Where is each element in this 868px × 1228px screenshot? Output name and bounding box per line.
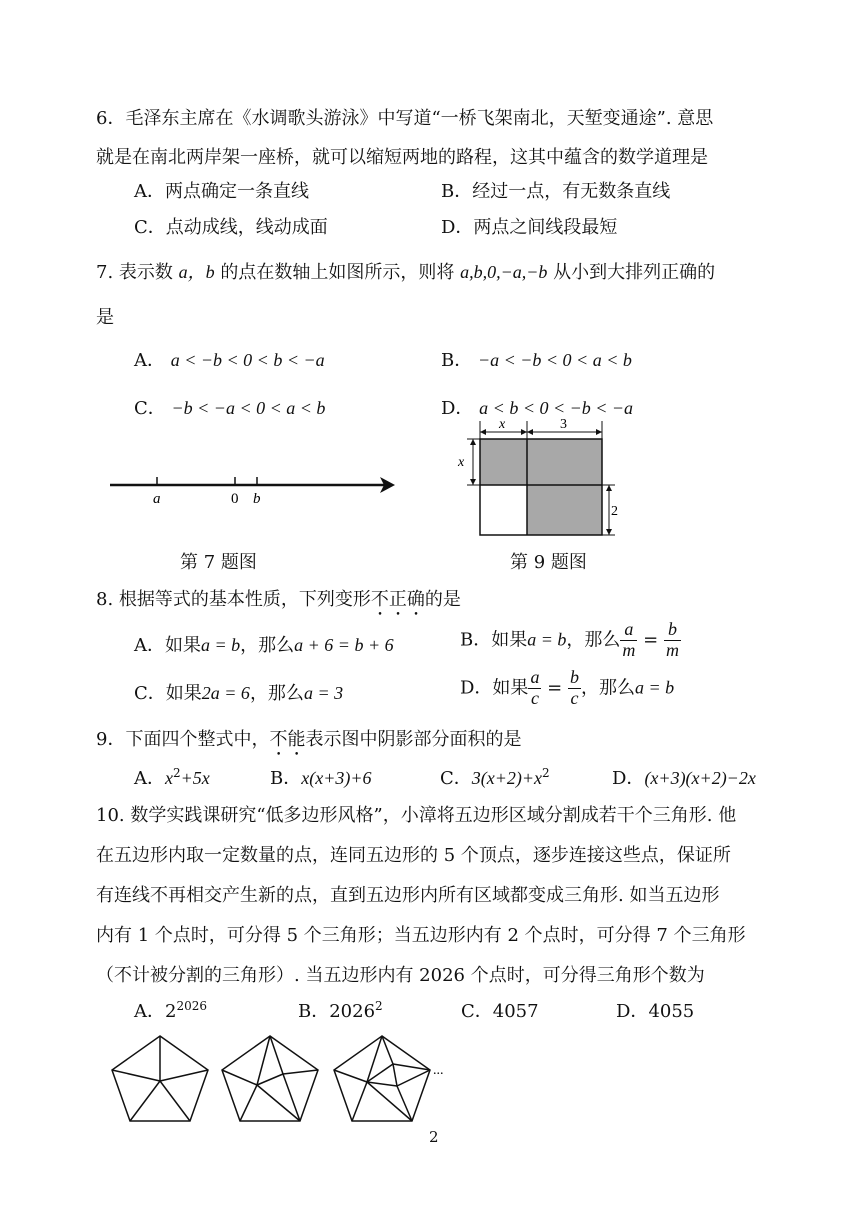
- q8-option-c-then: ，那么: [249, 683, 304, 704]
- label-b: b: [253, 491, 261, 507]
- q8-option-b-frac2: [664, 620, 681, 661]
- q8-stem: [96, 585, 461, 620]
- q7-stem-pre: 7. 表示数: [96, 262, 173, 283]
- q10-option-a-exp: 2026: [176, 999, 207, 1013]
- q7-option-a-label: A．: [134, 350, 165, 371]
- area-rectangle-figure: [455, 414, 620, 540]
- q6-stem-line2: 就是在南北两岸架一座桥，就可以缩短两地的路程，这其中蕴含的数学道理是: [96, 147, 708, 168]
- q7-stem-line2: 是: [96, 307, 114, 328]
- number-line-figure: [100, 465, 400, 510]
- q8-option-d-frac1: [528, 668, 541, 709]
- q9-option-d: [612, 764, 756, 790]
- q9-figure-caption: 第 9 题图: [510, 552, 587, 573]
- q7-option-d-label: D．: [441, 398, 474, 419]
- q8-option-b-frac1: [620, 620, 637, 661]
- q10-option-b-base: 2026: [329, 1001, 376, 1022]
- arrow-left-2: [470, 479, 476, 485]
- q7-option-c-expr: −b < −a < 0 < a < b: [171, 398, 326, 418]
- q10-option-b-exp: 2: [375, 999, 383, 1013]
- pentagon-3-points: [334, 1036, 430, 1121]
- q7-option-b: [441, 346, 632, 372]
- q8-option-a-cond: a = b: [201, 635, 241, 655]
- q9-option-a-base: x: [165, 768, 173, 788]
- q8-option-a-label: A．如果: [134, 635, 201, 656]
- q9-stem-post: 表示图中阴影部分面积的是: [305, 729, 522, 750]
- frac-denominator: c: [570, 687, 579, 708]
- label-zero: 0: [231, 491, 239, 507]
- label-left-x: x: [458, 455, 465, 470]
- q7-option-d-expr: a < b < 0 < −b < −a: [479, 398, 634, 418]
- q9-option-a-label: A．: [134, 768, 165, 789]
- q9-stem-emphasis: 不能: [269, 729, 306, 750]
- q7-stem-vars: a，b: [178, 262, 215, 282]
- q7-stem-line1: [96, 258, 715, 284]
- q8-option-c: [134, 679, 343, 705]
- q6-stem-line1: 6．毛泽东主席在《水调歌头游泳》中写道“一桥飞架南北，天堑变通途”. 意思: [96, 108, 714, 129]
- q10-option-c-label: C．: [461, 1001, 493, 1022]
- q10-line4: 内有 1 个点时，可分得 5 个三角形；当五边形内有 2 个点时，可分得 7 个三角形: [96, 925, 746, 946]
- q8-option-a-then: ，那么: [240, 635, 295, 656]
- arrow-top-1: [480, 429, 486, 435]
- q8-option-b-cond: a = b: [527, 629, 567, 650]
- frac-numerator: b: [664, 620, 681, 641]
- q10-option-b: [298, 997, 383, 1023]
- q8-stem-emphasis: 不正确: [370, 589, 425, 610]
- q8-stem-pre: 8. 根据等式的基本性质，下列变形: [96, 589, 371, 610]
- q8-option-d: [460, 668, 674, 709]
- arrow-right-2: [606, 529, 612, 535]
- q6-option-b: B．经过一点，有无数条直线: [441, 181, 671, 202]
- q9-option-d-expr: (x+3)(x+2)−2x: [644, 768, 756, 788]
- pentagon-1-point: [112, 1036, 208, 1121]
- q7-option-c-label: C．: [134, 398, 166, 419]
- arrow-top-2: [521, 429, 527, 435]
- shaded-bottom-right: [527, 485, 602, 535]
- pentagon-figures: [105, 1030, 445, 1126]
- q10-line3: 有连线不再相交产生新的点，直到五边形内所有区域都变成三角形. 如当五边形: [96, 885, 720, 906]
- q9-option-a-rest: +5x: [180, 768, 210, 788]
- q6-option-d: D．两点之间线段最短: [441, 217, 618, 238]
- q10-line1: 10. 数学实践课研究“低多边形风格”，小漳将五边形区域分割成若干个三角形. 他: [96, 805, 737, 826]
- arrow-left-1: [470, 439, 476, 445]
- q9-option-b: [270, 764, 372, 790]
- q10-option-d-value: 4055: [648, 1001, 695, 1022]
- label-a: a: [153, 491, 161, 507]
- arrow-top-4: [596, 429, 602, 435]
- q9-option-c: [440, 764, 550, 790]
- q8-option-b-then: ，那么: [566, 629, 621, 651]
- q8-option-a-result: a + 6 = b + 6: [294, 635, 394, 655]
- q6-option-c: C．点动成线，线动成面: [134, 217, 328, 238]
- q8-option-c-result: a = 3: [303, 683, 344, 703]
- q8-option-b: [460, 620, 681, 661]
- q9-option-d-label: D．: [612, 768, 645, 789]
- frac-numerator: a: [620, 620, 637, 641]
- shaded-top-right: [527, 439, 602, 485]
- q10-option-d-label: D．: [616, 1001, 649, 1022]
- q9-option-b-expr: x(x+3)+6: [301, 768, 372, 788]
- q9-option-c-label: C．: [440, 768, 472, 789]
- q7-stem-list: a,b,0,−a,−b: [460, 262, 548, 282]
- q8-stem-post: 的是: [424, 589, 461, 610]
- q10-option-b-label: B．: [298, 1001, 330, 1022]
- q10-option-a: [134, 997, 207, 1023]
- q10-option-a-label: A．: [134, 1001, 165, 1022]
- q9-option-c-exp: 2: [542, 766, 550, 780]
- pentagon-ellipsis: ...: [433, 1063, 444, 1078]
- frac-denominator: c: [530, 687, 539, 708]
- frac-denominator: m: [665, 639, 679, 660]
- frac-numerator: b: [570, 667, 579, 687]
- shaded-top-left: [480, 439, 527, 485]
- q9-option-b-label: B．: [270, 768, 302, 789]
- frac-numerator: a: [530, 667, 540, 687]
- q9-stem-pre: 9．下面四个整式中，: [96, 729, 270, 750]
- q9-option-c-base: 3(x+2)+x: [471, 768, 543, 788]
- label-top-x: x: [499, 417, 506, 432]
- q10-line2: 在五边形内取一定数量的点，连同五边形的 5 个顶点，逐步连接这些点，保证所: [96, 845, 731, 866]
- pentagon-2-points: [222, 1036, 318, 1121]
- q6-option-a: A．两点确定一条直线: [134, 181, 309, 202]
- arrow-top-3: [527, 429, 533, 435]
- q8-option-d-result: a = b: [635, 677, 675, 698]
- q7-option-a-expr: a < −b < 0 < b < −a: [170, 350, 325, 370]
- q7-option-b-expr: −a < −b < 0 < a < b: [477, 350, 632, 370]
- q9-option-a-exp: 2: [173, 766, 181, 780]
- page-number: 2: [429, 1128, 439, 1146]
- q8-option-b-label: B．如果: [460, 629, 528, 651]
- q7-option-b-label: B．: [441, 350, 473, 371]
- q8-option-d-then: ，那么: [581, 677, 635, 699]
- frac-denominator: m: [622, 639, 636, 660]
- q7-stem-post: 从小到大排列正确的: [553, 262, 716, 283]
- q10-option-c: [461, 997, 539, 1023]
- q8-option-d-label: D．如果: [460, 677, 529, 699]
- q10-option-a-base: 2: [165, 1001, 177, 1022]
- label-right-2: 2: [611, 504, 618, 519]
- q10-line5: （不计被分割的三角形）. 当五边形内有 2026 个点时，可分得三角形个数为: [96, 965, 705, 986]
- q8-option-d-frac2: [568, 668, 581, 709]
- q8-option-a: [134, 631, 394, 657]
- q8-option-c-cond: 2a = 6: [201, 683, 250, 703]
- q8-option-d-eq: =: [547, 677, 563, 699]
- q8-option-b-eq: =: [643, 629, 659, 651]
- arrow-right-1: [606, 485, 612, 491]
- q7-figure-caption: 第 7 题图: [180, 552, 257, 573]
- q7-option-a: [134, 346, 325, 372]
- q7-stem-mid: 的点在数轴上如图所示，则将: [220, 262, 455, 283]
- q10-option-d: [616, 997, 694, 1023]
- q9-option-a: [134, 764, 210, 790]
- q10-option-c-value: 4057: [492, 1001, 539, 1022]
- q8-option-c-label: C．如果: [134, 683, 202, 704]
- q9-stem: [96, 725, 521, 760]
- label-top-3: 3: [560, 417, 567, 432]
- q7-option-c: [134, 394, 325, 420]
